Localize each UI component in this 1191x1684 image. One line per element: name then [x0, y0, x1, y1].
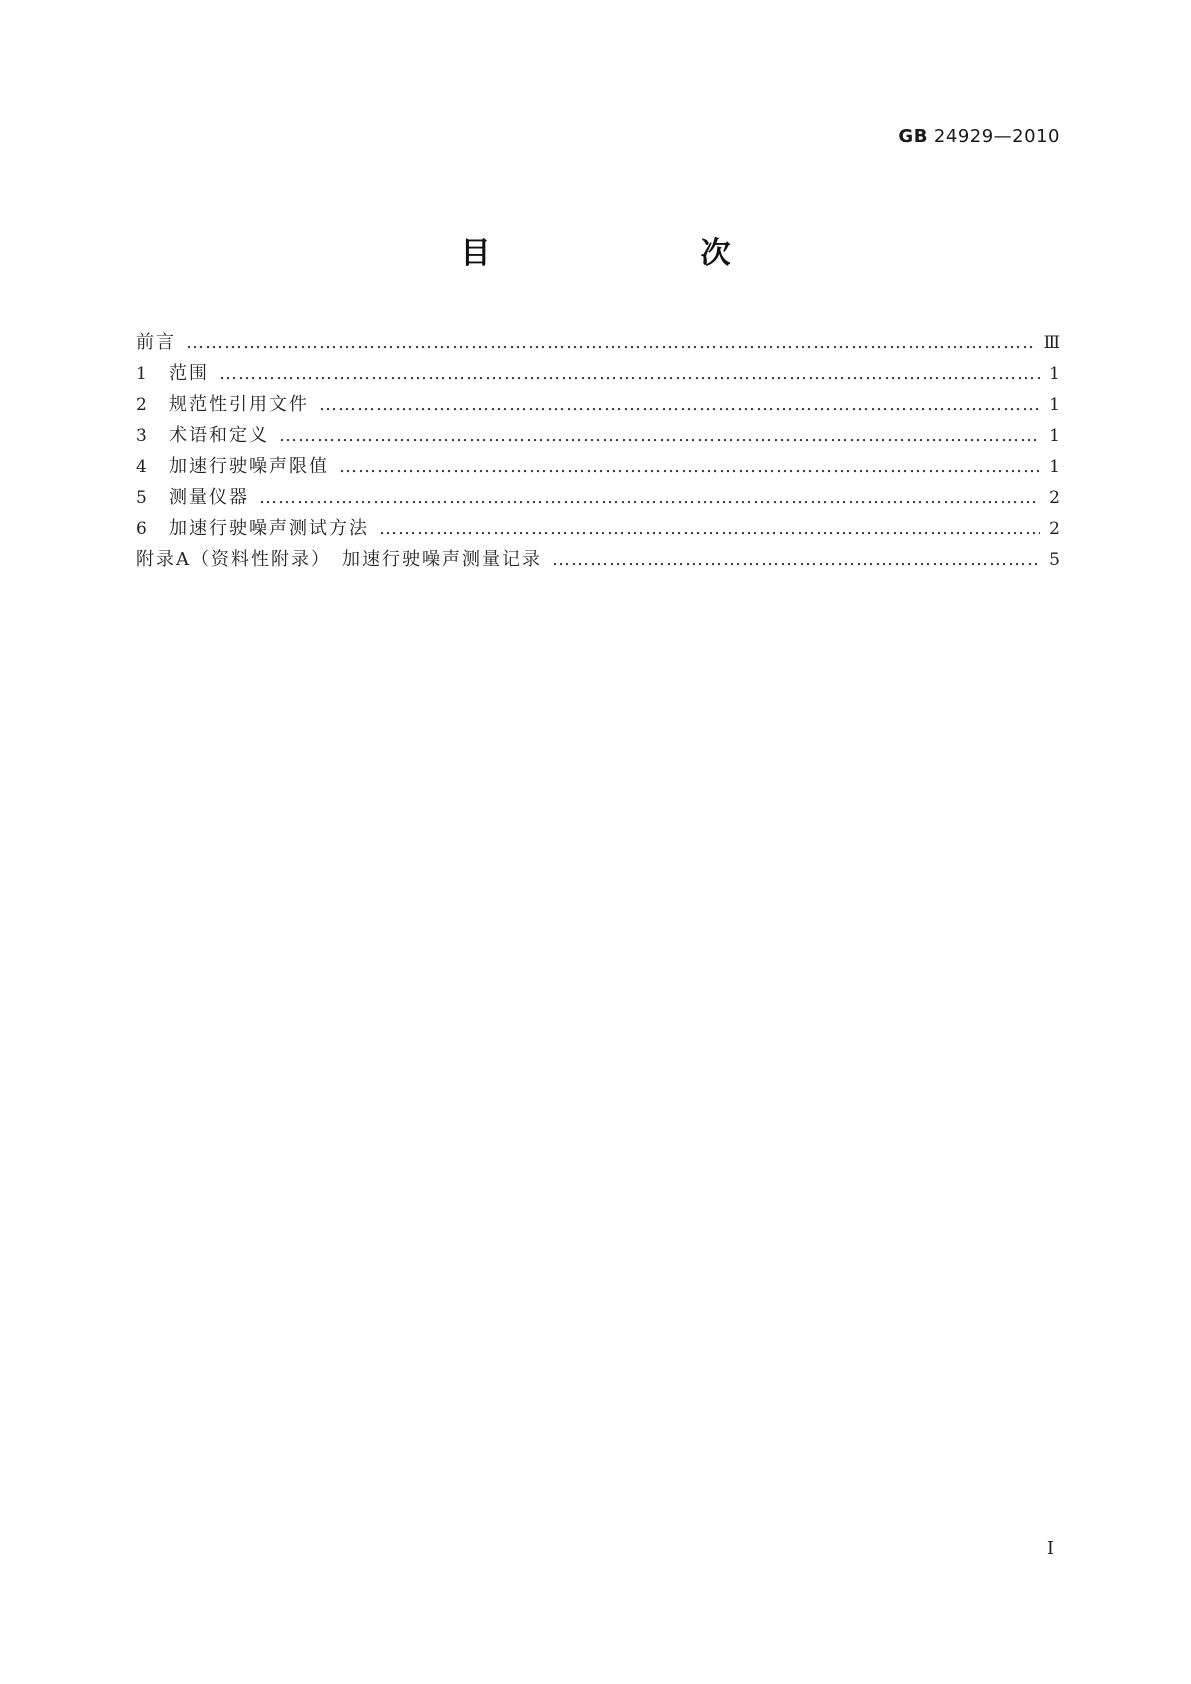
toc-leader-dots	[219, 358, 1040, 389]
toc-title: 目 次	[460, 236, 781, 271]
toc-leader-dots	[552, 544, 1040, 575]
toc-entry-number: 1	[136, 364, 147, 384]
standard-code	[898, 126, 1060, 147]
toc-entry-1[interactable]	[136, 358, 1060, 389]
toc-entry-page: 1	[1049, 395, 1060, 415]
toc-entry-foreword[interactable]	[136, 327, 1060, 358]
toc-entry-label: 加速行驶噪声限值	[169, 456, 329, 477]
page-number: Ⅰ	[1046, 1538, 1054, 1559]
toc-entry-page: 1	[1049, 364, 1060, 384]
toc-entry-5[interactable]	[136, 482, 1060, 513]
toc-entry-label: 规范性引用文件	[169, 394, 309, 415]
toc-entry-label: 附录A（资料性附录） 加速行驶噪声测量记录	[136, 549, 542, 570]
toc-entry-label: 范围	[169, 363, 209, 384]
toc-entry-label: 加速行驶噪声测试方法	[169, 518, 369, 539]
table-of-contents	[136, 327, 1060, 575]
toc-leader-dots	[259, 482, 1040, 513]
toc-leader-dots	[379, 513, 1040, 544]
toc-entry-page: 5	[1049, 550, 1060, 570]
toc-entry-3[interactable]	[136, 420, 1060, 451]
standard-prefix: GB	[898, 126, 928, 147]
toc-entry-label: 术语和定义	[169, 425, 269, 446]
toc-entry-number: 3	[136, 426, 147, 446]
toc-entry-number: 4	[136, 457, 147, 477]
toc-entry-appendix-a[interactable]	[136, 544, 1060, 575]
standard-number: 24929—2010	[933, 126, 1060, 147]
toc-entry-page: 1	[1049, 426, 1060, 446]
toc-entry-4[interactable]	[136, 451, 1060, 482]
toc-leader-dots	[186, 327, 1036, 358]
toc-entry-page: 2	[1049, 488, 1060, 508]
toc-entry-label: 测量仪器	[169, 487, 249, 508]
toc-entry-6[interactable]	[136, 513, 1060, 544]
toc-entry-page: 1	[1049, 457, 1060, 477]
toc-leader-dots	[279, 420, 1040, 451]
toc-entry-page: 2	[1049, 519, 1060, 539]
toc-leader-dots	[339, 451, 1040, 482]
toc-entry-number: 2	[136, 395, 147, 415]
toc-entry-number: 6	[136, 519, 147, 539]
toc-entry-number: 5	[136, 488, 147, 508]
toc-entry-label: 前言	[136, 332, 176, 353]
toc-entry-page: Ⅲ	[1043, 333, 1060, 353]
toc-entry-2[interactable]	[136, 389, 1060, 420]
toc-leader-dots	[319, 389, 1040, 420]
